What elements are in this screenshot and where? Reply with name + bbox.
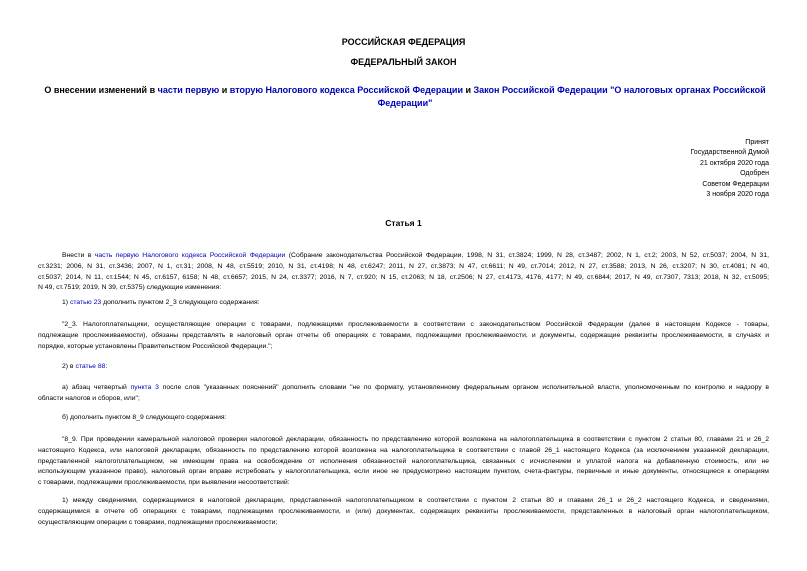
link-tax-code-part-one[interactable]: часть первую Налогового кодекса Российской Федерации xyxy=(94,252,286,259)
paragraph-item-2 xyxy=(38,362,769,373)
title-link-tax-authorities-law[interactable]: Закон Российской Федерации "О налоговых органах Российской Федерации" xyxy=(377,85,766,108)
paragraph-line: Внести в часть первую Налогового кодекса Российской Федерации (Собрание законодательства Российской Федерации, 1998, N 31, ст.3824; 1999, N 28, ст.3487; 2002, N 1, ст.2; 2003, N 52, ст.5037; 2004, N 31, xyxy=(62,252,769,259)
title-link-tax-code[interactable]: вторую Налогового кодекса Российской Федерации xyxy=(229,85,463,95)
paragraph-line: 1) между сведениями, содержащимися в налоговой декларации, представленной налогоплательщиком в соответствии с пунктом 2 статьи 80 и главами 26_1 и 26_2 настоящего Кодекса, и сведениями, xyxy=(62,497,769,504)
paragraph-line: содержащимися в отчете об операциях с товарами, подлежащими прослеживаемости, и (или) документах, содержащих реквизиты прослеживаемости, представленных в налоговый орган налогоплательщиком, xyxy=(38,507,769,515)
adopted-date: 21 октября 2020 года xyxy=(700,159,769,167)
paragraph-item-1 xyxy=(38,298,769,309)
paragraph-line: использующим указанное право), налоговый орган вправе истребовать у налогоплательщика, если иное не предусмотрено настоящим пунктом, счета-фактуры, первичные и иные документы, относящиеся к операциям xyxy=(38,468,769,476)
title-text: и xyxy=(219,85,230,95)
approved-label: Одобрен xyxy=(740,170,769,178)
title-text: О внесении изменений в xyxy=(44,85,158,95)
paragraph-line: ст.5037; 2014, N 11, ст.1544; N 45, ст.6157, 6158; N 48, ст.6657; 2015, N 24, ст.3377; 2016, N 7, ст.920; N 15, ст.2063; N 18, ст.2506; N 27, ст.4173, 4176, 4177; N 49, ст.6844; 2017, N 49, ст.7307, 7313; 2018, N 32, ст.5095; xyxy=(38,273,769,281)
paragraph-line: порядке, которые установлены Правительством Российской Федерации."; xyxy=(38,342,273,350)
paragraph-line: "8_9. При проведении камеральной налоговой проверки налоговой декларации, обязанность по представлению которой возложена на налогоплательщика в соответствии с пунктом 2 статьи 80, главами 21 и 26_2 xyxy=(62,436,769,443)
adoption-block xyxy=(609,138,769,200)
paragraph-line: представленной налогоплательщиком, не имеющим права на освобождение от исполнения обязанностей налогоплательщика, связанных с исчислением и уплатой налога на добавленную стоимость, или не xyxy=(38,457,769,465)
paragraph-item-2b xyxy=(38,413,769,424)
paragraph-line: с товарами, подлежащими прослеживаемости, при выявлении несоответствий: xyxy=(38,479,290,487)
title-text: и xyxy=(462,85,474,95)
link-article-23[interactable]: статью 23 xyxy=(69,299,102,306)
paragraph-sub-1 xyxy=(38,496,769,528)
paragraph-quote-8-9 xyxy=(38,435,769,489)
paragraph-item-2a xyxy=(38,383,769,405)
paragraph-line: а) абзац четвертый пункта 3 после слов "указанных пояснений" дополнить словами "не по формату, установленному федеральным органом исполнительной власти, уполномоченным по контролю и надзору в xyxy=(62,384,769,391)
header-law-type: ФЕДЕРАЛЬНЫЙ ЗАКОН xyxy=(350,57,457,67)
paragraph-line: N 49, ст.7519; 2019, N 39, ст.5375) следующие изменения: xyxy=(38,284,222,292)
paragraph-line: "2_3. Налогоплательщики, осуществляющие операции с товарами, подлежащими прослеживаемости в соответствии с законодательством Российской Федерации (далее в настоящем Кодексе - товары, xyxy=(62,321,769,328)
article-heading: Статья 1 xyxy=(385,218,422,228)
link-point-3[interactable]: пункта 3 xyxy=(130,384,159,391)
approved-date: 3 ноября 2020 года xyxy=(706,191,769,199)
paragraph-line: 1) статью 23 дополнить пунктом 2_3 следующего содержания: xyxy=(62,299,260,306)
link-article-88[interactable]: статье 88 xyxy=(75,363,106,370)
adopted-label: Принят xyxy=(745,139,769,146)
paragraph-line: подлежащие прослеживаемости), обязаны представлять в налоговый орган отчеты об операциях с товарами, подлежащими прослеживаемости, и документы, содержащие реквизиты прослеживаемости, в случаях и xyxy=(38,331,769,339)
paragraph-intro xyxy=(38,251,769,294)
paragraph-line: осуществляющим операции с товарами, подлежащими прослеживаемости; xyxy=(38,518,278,526)
paragraph-line: б) дополнить пунктом 8_9 следующего содержания: xyxy=(62,414,227,421)
paragraph-line: ст.3231; 2006, N 31, ст.3436; 2007, N 1, ст.31; 2008, N 48, ст.5519; 2010, N 31, ст.4198; N 48, ст.6247; 2011, N 27, ст.3873; N 47, ст.6611; N 49, ст.7014; 2012, N 27, ст.3588; 2013, N 26, ст.3207; N 30, ст.4081; N 40, xyxy=(38,262,769,270)
paragraph-line: настоящего Кодекса, или налоговой декларации, обязанность по представлению которой возложена на налогоплательщика в соответствии с главой 26_1 настоящего Кодекса (за исключением указанной декларации, xyxy=(38,446,769,454)
paragraph-line: области налогов и сборов, или"; xyxy=(38,394,140,402)
paragraph-line: 2) в статье 88: xyxy=(62,363,108,370)
adopted-by: Государственной Думой xyxy=(690,149,769,157)
header-country: РОССИЙСКАЯ ФЕДЕРАЦИЯ xyxy=(341,37,466,47)
paragraph-quote-2-3 xyxy=(38,320,769,352)
law-title xyxy=(40,84,770,110)
title-link-part-one[interactable]: части первую xyxy=(157,85,220,95)
approved-by: Советом Федерации xyxy=(702,180,769,188)
